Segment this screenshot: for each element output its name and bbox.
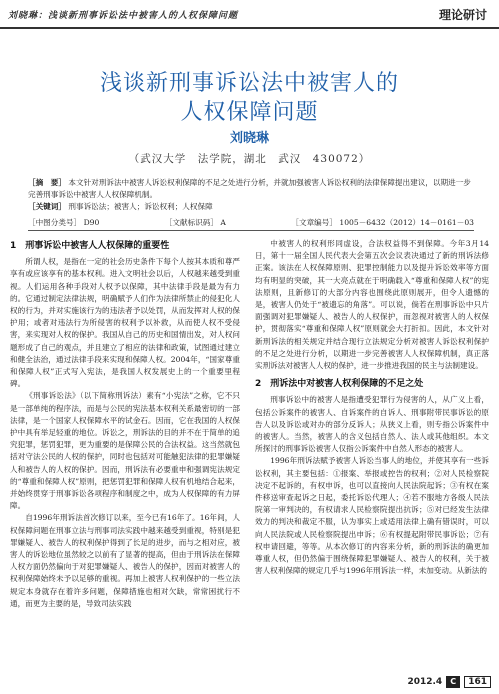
article-no-label: ［文章编号］: [291, 218, 337, 227]
author-name: 刘晓琳: [229, 131, 269, 146]
abstract: [28, 177, 474, 201]
journal-logo-icon: C: [446, 676, 460, 688]
column-label: 理论研讨: [438, 8, 487, 22]
section-1-heading: 1 刑事诉讼中被害人人权保障的重要性: [10, 241, 170, 251]
clc-label: ［中图分类号］: [28, 218, 82, 227]
meta-divider: [28, 230, 474, 231]
doc-code-label: ［文献标识码］: [164, 218, 218, 227]
paragraph: 1996年刑诉法赋予被害人诉讼当事人的地位，并使其享有一些诉讼权利，其主要包括：①报案、举报或控告的权利；②对人民检察院决定不起诉的，有权申诉，也可以直接向人民法院起诉；③有权在案件移送审查起诉之日起，委托诉讼代理人；④若不服地方各级人民法院第一审判决的，有权请求人民检察院提出抗诉；⑤对已经发生法律效力的判决和裁定不服，认为事实上或适用法律上确有错误时，可以向人民法院或人民检察院提出申诉；⑥有权提起附带民事诉讼；⑦有权申请回避，等等。从本次修订的内容来分析，新的刑诉法的确更加尊重人权，但仍然偏于围绕保障犯罪嫌疑人、被告人的权利，关于被害人权利保障的规定几乎与1996年刑诉法一样，未加变动。从新法的: [255, 456, 489, 576]
header-rule: [0, 27, 499, 29]
document-code: [165, 217, 226, 228]
keywords-text: 刑事诉讼法；被害人；诉讼权利；人权保障: [68, 202, 213, 211]
page-header: [0, 0, 499, 30]
article-title-line1: 浅谈新刑事诉讼法中被害人的: [99, 71, 399, 96]
page-number: 161: [464, 676, 491, 688]
clc-value: D90: [83, 218, 100, 227]
keywords: [28, 201, 474, 213]
page-footer: [407, 676, 491, 688]
section-2-heading: 2 刑诉法中对被害人权利保障的不足之处: [255, 379, 424, 390]
clc-number: [28, 217, 99, 228]
article-title-line2: 人权保障问题: [180, 100, 319, 125]
paragraph: 自1996年刑诉法首次修订以来，至今已有16年了。16年间，人权保障问题在刑事立法与刑事司法实践中越来越受到重视，特别是犯罪嫌疑人、被告人的权利保护得到了长足的进步，而与之相对应，被害人的诉讼地位虽然较之以前有了显著的提高，但由于刑诉法在保障人权方面仍然偏向于对犯罪嫌疑人、被告人的保护，因而对被害人的权利保障始终未予以足够的重视。再加上被害人权利保护的一些立法规定本身就存在着许多问题，保障措施也相对欠缺，常常困扰行不通，而更为主要的是，导致司法实践: [10, 513, 240, 608]
keywords-label: ［关键词］: [28, 202, 66, 211]
left-column: [10, 238, 240, 610]
doc-code-value: A: [220, 218, 226, 227]
abstract-text: 本文针对刑诉法中被害人诉讼权利保障的不足之处进行分析，并就加强被害人诉讼权利的法律保障提出建议，以期进一步完善刑事诉讼中被害人人权保障机制。: [28, 178, 471, 199]
paragraph: 中被害人的权利形同虚设，合法权益得不到保障。今年3月14日，第十一届全国人民代表大会第五次会议表决通过了新的刑诉法修正案。该法在人权保障原则、犯罪控制能力以及提升诉讼效率等方面均有明显的突破，其一大亮点就在于明确载入“尊重和保障人权”的宪法原则，且新修订的大部分内容也围绕此原则展开，但令人遗憾的是，被害人仍处于“被遗忘的角落”。可以说，倘若在刑事诉讼中只片面强调对犯罪嫌疑人、被告人的人权保护，而忽视对被害人的人权保护，贯彻落实“尊重和保障人权”原则就会大打折扣。因此，本文针对新刑诉法的相关规定并结合现行立法规定分析对被害人诉讼权利保护的不足之处进行分析，以期进一步完善被害人人权保障机制，真正落实刑诉法对被害人人权的保护，进一步推进我国的民主与法制建设。: [255, 239, 489, 371]
article-number: [291, 217, 474, 228]
running-title: 刘晓琳：浅谈新刑事诉讼法中被害人的人权保障问题: [8, 11, 239, 21]
right-column: [255, 238, 489, 577]
author-affiliation: （武汉大学 法学院，湖北 武汉 430072）: [128, 153, 371, 165]
paragraph: 《刑事诉讼法》（以下简称刑诉法）素有“小宪法”之称，它不只是一部单纯的程序法，而是与公民的宪法基本权利关系最密切的一部法律，是一个国家人权保障水平的试金石。因而，它在我国的人权保护中具有举足轻重的地位。诉讼之，刑诉法的目的并不在于简单的追究犯罪，惩罚犯罪，更为重要的是保障公民的合法权益。这当然就包括对守法公民的人权的保护，同时也包括对可能触犯法律的犯罪嫌疑人和被告人的人权的保护。因而，刑诉法有必要重申和强调宪法规定的“尊重和保障人权”原则，把惩罚犯罪和保障人权有机地结合起来，并始终贯穿于刑事诉讼各项程序和制度之中，成为人权保障的有力屏障。: [10, 391, 240, 511]
abstract-block: [28, 177, 474, 213]
issue-number: 2012.4: [407, 677, 443, 687]
paragraph: 刑事诉讼中的被害人是指遭受犯罪行为侵害的人，从广义上看，包括公诉案件的被害人、自诉案件的自诉人、刑事附带民事诉讼的原告人以及诉讼或对办的部分反诉人；从狭义上看，则专指公诉案件中的被害人。当然，被害人的含义包括自然人、法人或其他组织。本文所探讨的刑事诉讼被害人仅指公诉案件中自然人形态的被害人。: [255, 395, 489, 454]
classification-row: [28, 217, 474, 228]
paragraph: 所谓人权，是指在一定的社会历史条件下每个人按其本质和尊严享有或应该享有的基本权利。进入文明社会以后，人权越来越受到重视。人们运用各种手段对人权予以保障，其中法律手段是最为有力的。它通过制定法律法规，明确赋予人们作为法律所禁止的侵犯化人权的行为，并对实施该行为的违法者予以处罚，从而发挥对人权的保护用；或者对违法行为所侵害的权利予以补救，从而使人权不受侵害，来实现对人权的保护。我国从自己的历史和国情出发，对人权问题形成了自己的观点，并且建立了相应的法律和政策，试图通过建立和健全法治，通过法律手段来实现和保障人权。2004年，“国家尊重和保障人权”正式写入宪法，是我国人权发展史上的一个重要里程碑。: [10, 257, 240, 389]
article-no-value: 1005－6432（2012）14－0161－03: [339, 218, 474, 227]
abstract-label: ［摘 要］: [28, 178, 66, 187]
